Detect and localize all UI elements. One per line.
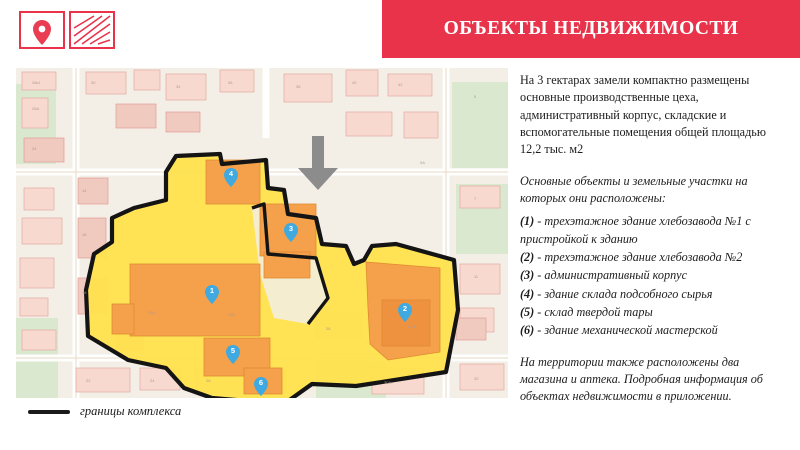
svg-text:24: 24 xyxy=(150,378,155,383)
svg-text:30: 30 xyxy=(91,80,96,85)
list-item xyxy=(520,304,788,321)
list-item xyxy=(520,322,788,339)
svg-text:30А: 30А xyxy=(384,380,392,385)
objects-list xyxy=(520,213,788,339)
svg-text:34: 34 xyxy=(176,84,181,89)
map-marker-label: 4 xyxy=(228,169,234,178)
object-text: - трехэтажное здание хлебозавода №1 с пристройкой к зданию xyxy=(520,214,751,246)
svg-text:42: 42 xyxy=(398,82,403,87)
footer-paragraph: На территории также расположены два магазина и аптека. Подробная информация об объектах недвижимости в приложении. xyxy=(520,354,763,404)
objects-lead: Основные объекты и земельные участки на которых они расположены: xyxy=(520,173,748,205)
object-number: (4) xyxy=(520,286,535,301)
legend-label: границы комплекса xyxy=(80,404,182,418)
map-canvas xyxy=(16,68,508,398)
map-marker-label: 6 xyxy=(258,378,264,387)
map-marker-label: 1 xyxy=(209,286,215,295)
svg-text:11: 11 xyxy=(474,274,479,279)
object-number: (1) xyxy=(520,214,535,229)
svg-text:36: 36 xyxy=(228,80,233,85)
object-number: (6) xyxy=(520,323,535,338)
svg-text:14: 14 xyxy=(82,188,87,193)
header-bar xyxy=(0,0,800,58)
map-marker-label: 2 xyxy=(402,304,408,313)
list-item xyxy=(520,267,788,284)
svg-text:5: 5 xyxy=(474,94,477,99)
description-column xyxy=(520,72,788,406)
svg-text:18А: 18А xyxy=(148,310,156,315)
map-marker-4[interactable] xyxy=(224,168,238,187)
svg-text:32: 32 xyxy=(474,376,479,381)
map-marker-2[interactable] xyxy=(398,303,412,322)
svg-text:16: 16 xyxy=(82,232,87,237)
object-text: - трехэтажное здание хлебозавода №2 xyxy=(537,249,743,264)
object-text: - склад твердой тары xyxy=(537,304,653,319)
svg-text:18Б: 18Б xyxy=(228,312,236,317)
svg-text:28к1: 28к1 xyxy=(32,80,41,85)
svg-text:28: 28 xyxy=(326,326,331,331)
svg-text:38: 38 xyxy=(296,84,301,89)
svg-text:7: 7 xyxy=(474,196,477,201)
legend-line-swatch xyxy=(28,410,70,414)
list-item xyxy=(520,286,788,303)
map-marker-label: 5 xyxy=(230,346,236,355)
map-panel[interactable] xyxy=(16,68,508,398)
svg-text:22: 22 xyxy=(86,378,91,383)
object-number: (2) xyxy=(520,249,535,264)
list-item xyxy=(520,213,788,248)
object-text: - здание механической мастерской xyxy=(537,323,718,338)
header-title-block xyxy=(382,0,800,58)
intro-paragraph: На 3 гектарах замели компактно размещены основные производственные цеха, административный корпус, складские и вспомогательные помещения общей площадью 12,2 тыс. м2 xyxy=(520,73,766,157)
svg-text:18: 18 xyxy=(82,290,87,295)
svg-text:40: 40 xyxy=(352,80,357,85)
page-title: ОБЪЕКТЫ НЕДВИЖИМОСТИ xyxy=(443,18,739,39)
object-number: (3) xyxy=(520,268,535,283)
svg-text:26А: 26А xyxy=(32,106,40,111)
object-text: - административный корпус xyxy=(537,268,688,283)
map-marker-1[interactable] xyxy=(205,285,219,304)
company-logo xyxy=(18,8,138,52)
object-number: (5) xyxy=(520,304,535,319)
map-marker-6[interactable] xyxy=(254,377,268,396)
map-marker-5[interactable] xyxy=(226,345,240,364)
svg-text:26: 26 xyxy=(206,378,211,383)
svg-text:9А: 9А xyxy=(420,160,425,165)
map-legend xyxy=(28,404,181,419)
map-marker-3[interactable] xyxy=(284,223,298,242)
svg-text:20В: 20В xyxy=(408,324,416,329)
object-text: - здание склада подсобного сырья xyxy=(537,286,713,301)
svg-text:24: 24 xyxy=(32,146,37,151)
list-item xyxy=(520,249,788,266)
map-marker-label: 3 xyxy=(288,224,294,233)
